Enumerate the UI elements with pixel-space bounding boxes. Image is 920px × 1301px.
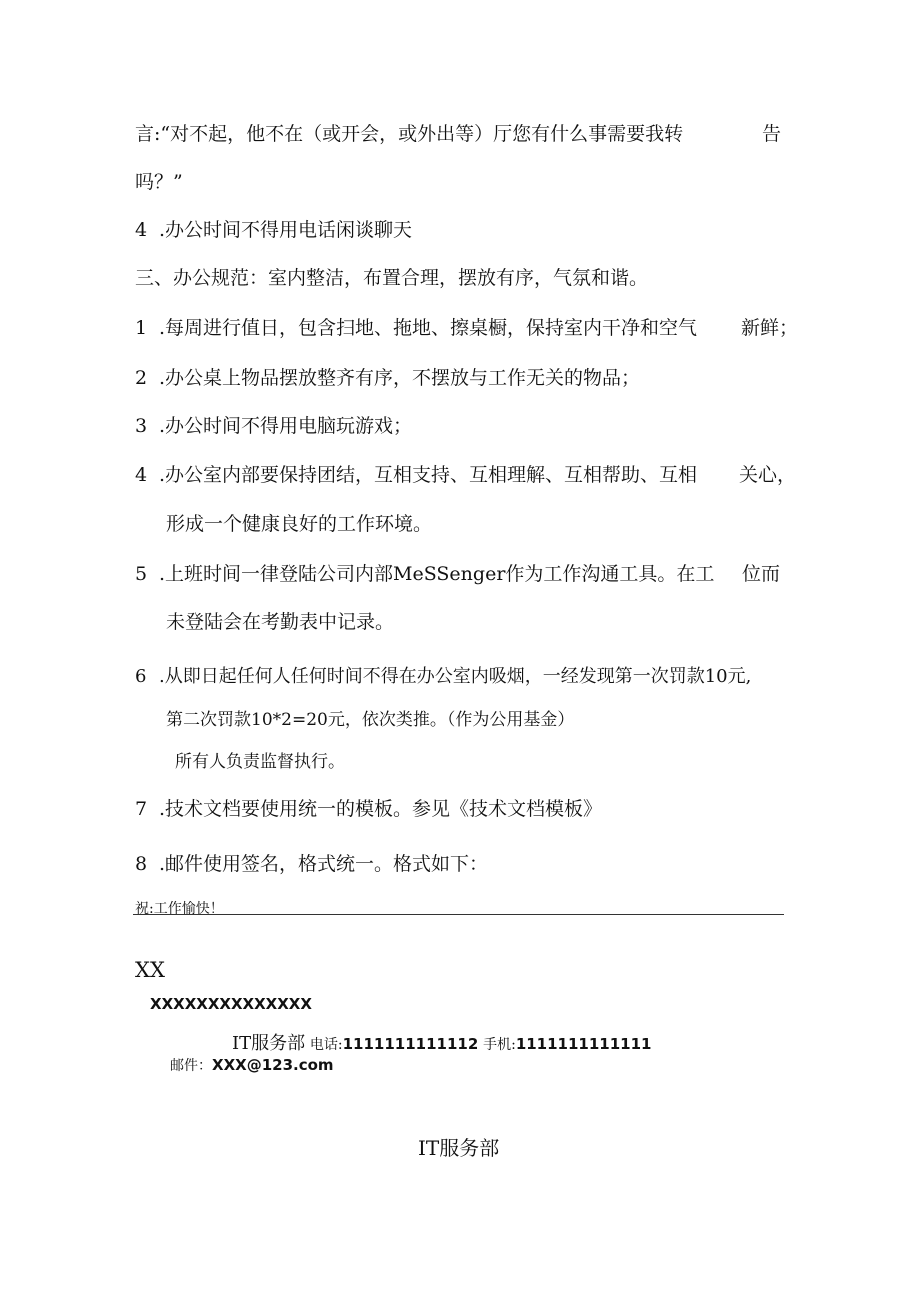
list-number: 7 (135, 798, 148, 820)
list-text: .技术文档要使用统一的模板。参见《技术文档模板》 (159, 798, 603, 820)
list-number: 4 (135, 464, 148, 486)
list-number: 5 (135, 563, 148, 585)
signature-xline: XXXXXXXXXXXXXX (150, 995, 312, 1013)
list-item (135, 665, 751, 689)
list-number: 2 (135, 367, 148, 389)
text-line (135, 170, 183, 194)
text-line (166, 610, 394, 634)
list-number: 1 (135, 317, 148, 339)
signature-name: XX (135, 958, 165, 982)
list-text: .从即日起任何人任何时间不得在办公室内吸烟，一经发现第一次罚款10元, (159, 666, 752, 687)
list-item (135, 316, 697, 340)
line-text: 新鲜； (741, 317, 799, 339)
text-line-tail (741, 316, 798, 340)
line-text: 所有人负责监督执行。 (175, 752, 345, 772)
line-text: 第二次罚款10*2=20元，依次类推。（作为公用基金） (166, 710, 575, 730)
line-text: 形成一个健康良好的工作环境。 (166, 513, 433, 535)
list-item (135, 852, 488, 876)
signature-greeting: 祝:工作愉快！ (135, 901, 224, 917)
line-text: 言:“对不起，他不在（或开会，或外出等）厅您有什么事需要我转 (135, 123, 684, 145)
signature-email (170, 1055, 334, 1075)
text-line (175, 750, 345, 774)
list-text: .办公时间不得用电脑玩游戏； (159, 415, 413, 437)
email-value: XXX@123.com (212, 1056, 334, 1074)
list-text: .办公室内部要保持团结，互相支持、互相理解、互相帮助、互相 (159, 464, 698, 486)
line-text: 告 (762, 123, 782, 145)
line-text: 吗？” (135, 171, 183, 193)
list-text: .上班时间一律登陆公司内部MeSSenger作为工作沟通工具。在工 (159, 563, 715, 585)
text-line (135, 122, 683, 146)
line-text: 未登陆会在考勤表中记录。 (166, 611, 395, 633)
list-number: 8 (135, 853, 148, 875)
list-text: .每周进行值日，包含扫地、拖地、擦桌橱，保持室内干净和空气 (159, 317, 698, 339)
mobile-value: 1111111111111 (515, 1035, 652, 1053)
text-line (166, 512, 432, 536)
text-line-tail (742, 562, 780, 586)
mobile-label: 手机: (483, 1037, 516, 1053)
list-number: 6 (135, 666, 147, 687)
text-line (166, 708, 574, 732)
list-item (135, 463, 697, 487)
list-number: 3 (135, 415, 148, 437)
line-text: 位而 (742, 563, 781, 585)
list-item (135, 218, 412, 242)
email-label: 邮件： (170, 1058, 212, 1074)
phone-value: 1111111111112 (342, 1035, 479, 1053)
list-text: .办公时间不得用电话闲谈聊天 (159, 219, 413, 241)
list-item (135, 562, 714, 586)
list-text: .办公桌上物品摆放整齐有序，不摆放与工作无关的物品； (159, 367, 641, 389)
signature-divider (133, 914, 784, 915)
phone-label: 电话: (309, 1037, 343, 1053)
list-item (135, 414, 412, 438)
heading-text: 三、办公规范：室内整洁，布置合理，摆放有序，气氛和谐。 (135, 267, 649, 289)
list-item (135, 797, 602, 821)
list-item (135, 366, 640, 390)
text-line-tail (739, 463, 796, 487)
section-heading (135, 266, 648, 290)
footer-dept: IT服务部 (418, 1136, 500, 1160)
line-text: 关心， (739, 464, 797, 486)
text-line-tail (762, 122, 781, 146)
signature-contact (232, 1029, 652, 1055)
signature-dept: IT服务部 (232, 1033, 306, 1054)
list-number: 4 (135, 219, 148, 241)
list-text: .邮件使用签名，格式统一。格式如下： (159, 853, 489, 875)
